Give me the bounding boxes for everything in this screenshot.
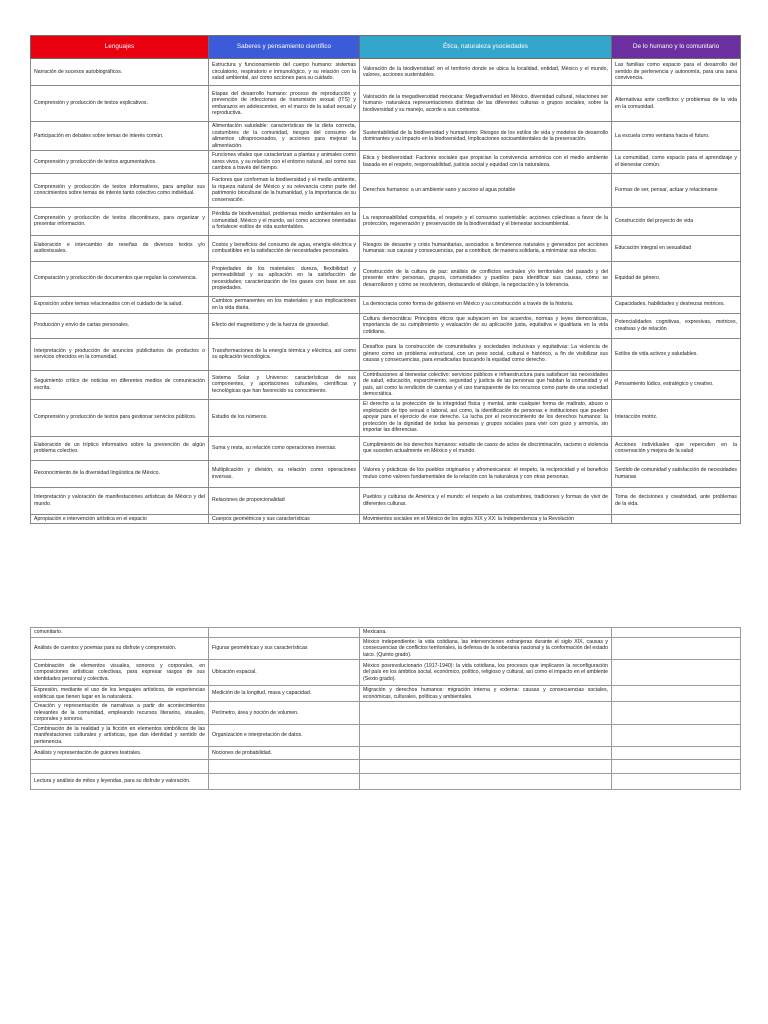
cell-etica: Mexicana. bbox=[360, 628, 612, 638]
cell-humano: La escuela como ventana hacia el futuro. bbox=[612, 122, 741, 151]
cell-saberes: Efecto del magnetismo y de la fuerza de gravedad. bbox=[209, 313, 360, 338]
table-row bbox=[31, 296, 741, 313]
table-row bbox=[31, 724, 741, 747]
table-row bbox=[31, 59, 741, 86]
cell-saberes: Suma y resta, su relación como operaciones inversas. bbox=[209, 436, 360, 460]
cell-etica: Riesgos de desastre y crisis humanitarias, asociados a fenómenos naturales y generados por acciones humanas: sus causas y consecuencias, par a contribuir, de manera solidaria, a minimizar sus efectos. bbox=[360, 235, 612, 261]
cell-lenguajes: Creación y representación de narrativas a partir de acontecimientos relevantes de la comunidad, empleando recursos literarios, visuales, corporales y sonoros. bbox=[31, 702, 209, 725]
cell-lenguajes: Análisis y representación de guiones teatrales. bbox=[31, 747, 209, 760]
cell-lenguajes: Combinación de elementos visuales, sonoros y corporales, en composiciones artísticas colectivas, para expresar rasgos de sus identidades personal y colectiva. bbox=[31, 660, 209, 686]
cell-lenguajes bbox=[31, 760, 209, 774]
cell-etica bbox=[360, 760, 612, 774]
cell-humano: Educación integral en sexualidad bbox=[612, 235, 741, 261]
cell-humano bbox=[612, 628, 741, 638]
cell-saberes: Factores que conforman la biodiversidad y el medio ambiente, la riqueza natural de México y su relevancia como parte del patrimonio biocultural de la humanidad, y la importancia de su conservación. bbox=[209, 173, 360, 207]
header-humano: De lo humano y lo comunitario bbox=[612, 36, 741, 59]
cell-saberes: Medición de la longitud, masa y capacidad. bbox=[209, 686, 360, 702]
cell-saberes bbox=[209, 774, 360, 790]
table-row bbox=[31, 370, 741, 399]
table-body-bottom bbox=[31, 628, 741, 790]
cell-etica: Desafíos para la construcción de comunidades y sociedades inclusivas y equitativas: La violencia de género como un problema estructural, con un peso social, cultural e histórico, a fin de visibilizar sus causas y consecuencias, para erradicarlas buscando la equidad como derecho. bbox=[360, 338, 612, 370]
cell-saberes: Costos y beneficios del consumo de agua, energía eléctrica y combustibles en la satisfacción de necesidades personales. bbox=[209, 235, 360, 261]
curriculum-table-bottom bbox=[30, 627, 741, 790]
cell-lenguajes: Comparación y producción de documentos que regulan la convivencia. bbox=[31, 261, 209, 296]
cell-etica: Cumplimiento de los derechos humanos: estudio de casos de actos de discriminación, racismo o violencia que suceden actualmente en México y el mundo. bbox=[360, 436, 612, 460]
cell-saberes: Propiedades de los materiales: dureza, flexibilidad y permeabilidad y su aplicación en la satisfacción de necesidades; caracterización de los gases con base en sus propiedades. bbox=[209, 261, 360, 296]
cell-saberes: Cambios permanentes en los materiales y sus implicaciones en la vida diaria. bbox=[209, 296, 360, 313]
table-row bbox=[31, 774, 741, 790]
cell-saberes: Figuras geométricas y sus características bbox=[209, 637, 360, 660]
cell-etica: Derechos humanos: a un ambiente sano y acceso al agua potable bbox=[360, 173, 612, 207]
cell-lenguajes: Análisis de cuentos y poemas para su disfrute y comprensión. bbox=[31, 637, 209, 660]
cell-saberes bbox=[209, 760, 360, 774]
cell-lenguajes: Apropiación e intervención artística en el espacio bbox=[31, 514, 209, 524]
cell-saberes: Alimentación saludable: características de la dieta correcta, costumbres de la comunidad, riesgos del consumo de alimentos ultraprocesados, y acciones para mejorar la alimentación. bbox=[209, 122, 360, 151]
cell-etica: El derecho a la protección de la integridad física y mental, ante cualquier forma de maltrato, abuso o explotación de tipo sexual o laboral, así como, la identificación de personas e instituciones que pueden apoyar para el ejercicio de ese derecho. La lucha por el reconocimiento de los derechos humanos: la protección de la dignidad de todas las personas y grupos sociales para vivir con gozo y armonía, sin importar las diferencias. bbox=[360, 399, 612, 436]
table-row bbox=[31, 637, 741, 660]
cell-etica: Valoración de la biodiversidad: en el territorio donde se ubica la localidad, entidad, México y el mundo, valores, acciones sustentables. bbox=[360, 59, 612, 86]
cell-saberes: Perímetro, área y noción de volumen. bbox=[209, 702, 360, 725]
table-row bbox=[31, 747, 741, 760]
cell-saberes: Relaciones de proporcionalidad bbox=[209, 487, 360, 514]
cell-etica: México posrevolucionario (1917-1940): la vida cotidiana, los procesos que implicaron la reconfiguración del país en los ámbitos social, económico, político, religioso y cultural, así como el impacto en el ambiente (Sexto grado). bbox=[360, 660, 612, 686]
cell-lenguajes: Seguimiento crítico de noticias en diferentes medios de comunicación escrita. bbox=[31, 370, 209, 399]
cell-etica: La democracia como forma de gobierno en México y su construcción a través de la historia. bbox=[360, 296, 612, 313]
cell-saberes: Nociones de probabilidad. bbox=[209, 747, 360, 760]
cell-etica: La responsabilidad compartida, el respeto y el consumo sustentable: acciones colectivas a favor de la protección, regeneración y preservación de la biodiversidad y el bienestar socioambiental. bbox=[360, 207, 612, 235]
cell-humano bbox=[612, 686, 741, 702]
cell-saberes: Funciones vitales que caracterizan a plantas y animales como seres vivos, y su relación con el entorno natural, así como sus cambios a través del tiempo. bbox=[209, 151, 360, 174]
cell-etica: Migración y derechos humanos: migración interna y externa: causas y consecuencias sociales, económicas, culturales, políticas y ambientales. bbox=[360, 686, 612, 702]
cell-lenguajes: Producción y envío de cartas personales. bbox=[31, 313, 209, 338]
cell-saberes: Cuerpos geométricos y sus características bbox=[209, 514, 360, 524]
cell-etica: Construcción de la cultura de paz: análisis de conflictos vecinales y/o territoriales del pasado y del presente entre personas, grupos, comunidades y pueblos para identificar sus causas, cómo se desarrollaron y cómo se resolvieron, destacando el diálogo, la negociación y la tolerancia. bbox=[360, 261, 612, 296]
cell-humano: Construcción del proyecto de vida bbox=[612, 207, 741, 235]
cell-lenguajes: comunitario. bbox=[31, 628, 209, 638]
table-row bbox=[31, 628, 741, 638]
cell-humano bbox=[612, 760, 741, 774]
cell-etica: Cultura democrática: Principios éticos que subyacen en los acuerdos, normas y leyes democráticas, importancia de su cumplimiento y evaluación de su aplicación justa, equitativa e igualitaria en la vida cotidiana. bbox=[360, 313, 612, 338]
table-row bbox=[31, 235, 741, 261]
cell-saberes: Etapas del desarrollo humano: proceso de reproducción y prevención de infecciones de transmisión sexual (ITS) y embarazos en adolescentes, en el marco de la salud sexual y reproductiva. bbox=[209, 86, 360, 122]
cell-humano: Potencialidades cognitivas, expresivas, motrices, creativas y de relación bbox=[612, 313, 741, 338]
table-row bbox=[31, 436, 741, 460]
cell-humano: Capacidades, habilidades y destrezas motrices. bbox=[612, 296, 741, 313]
cell-etica: México independiente: la vida cotidiana, las intervenciones extranjeras durante el siglo XIX, causas y consecuencias de conflictos territoriales, la defensa de la soberanía nacional y la conformación del estado laico. (Quinto grado). bbox=[360, 637, 612, 660]
cell-lenguajes: Interpretación y valoración de manifestaciones artísticas de México y del mundo. bbox=[31, 487, 209, 514]
cell-humano: Sentido de comunidad y satisfacción de necesidades humanas bbox=[612, 460, 741, 487]
cell-humano: Alternativas ante conflictos y problemas de la vida en la comunidad. bbox=[612, 86, 741, 122]
cell-lenguajes: Comprensión y producción de textos explicativos. bbox=[31, 86, 209, 122]
cell-lenguajes: Comprensión y producción de textos informativos, para ampliar sus conocimientos sobre temas de interés tanto colectivo como individual. bbox=[31, 173, 209, 207]
cell-humano: Equidad de género. bbox=[612, 261, 741, 296]
cell-lenguajes: Expresión, mediante el uso de los lenguajes artísticos, de experiencias estéticas que tienen lugar en la naturaleza. bbox=[31, 686, 209, 702]
cell-lenguajes: Reconocimiento de la diversidad lingüística de México. bbox=[31, 460, 209, 487]
cell-etica bbox=[360, 747, 612, 760]
cell-humano: Toma de decisiones y creatividad, ante problemas de la vida. bbox=[612, 487, 741, 514]
cell-humano: Formas de ser, pensar, actuar y relacionarse bbox=[612, 173, 741, 207]
cell-lenguajes: Lectura y análisis de mitos y leyendas, para su disfrute y valoración. bbox=[31, 774, 209, 790]
cell-etica: Valoración de la megadiversidad mexicana: Megadiversidad en México, diversidad cultural, relaciones ser humano- naturaleza representaciones distintas de las diferentes culturas o grupos sociales, sobre la biodiversidad y su manejo, acorde a sus contextos. bbox=[360, 86, 612, 122]
table-row bbox=[31, 86, 741, 122]
table-body-top bbox=[31, 59, 741, 524]
cell-etica: Contribuciones al bienestar colectivo: servicios públicos e infraestructura para satisfacer las necesidades de salud, educación, esparcimiento, seguridad y justicia de las personas que habitan la comunidad y el país, así como la rendición de cuentas y el uso transparente de los recursos como parte de una sociedad democrática. bbox=[360, 370, 612, 399]
cell-humano: Acciones individuales que repercuten en la conservación y mejora de la salud bbox=[612, 436, 741, 460]
cell-humano: Pensamiento lúdico, estratégico y creativo. bbox=[612, 370, 741, 399]
cell-etica bbox=[360, 774, 612, 790]
cell-etica: Pueblos y culturas de América y el mundo: el respeto a las costumbres, tradiciones y formas de vivir de diferentes culturas. bbox=[360, 487, 612, 514]
cell-lenguajes: Interpretación y producción de anuncios publicitarios de productos o servicios ofrecidos en la comunidad. bbox=[31, 338, 209, 370]
cell-saberes: Sistema Solar y Universo: características de sus componentes, y aportaciones culturales, científicas y tecnológicas que han favorecido su conocimiento. bbox=[209, 370, 360, 399]
cell-saberes: Organización e interpretación de datos. bbox=[209, 724, 360, 747]
cell-etica: Sustentabilidad de la biodiversidad y humanismo: Riesgos de los estilos de vida y modelos de desarrollo dominantes y su impacto en la biodiversidad, Implicaciones socioambientales de la preservación. bbox=[360, 122, 612, 151]
curriculum-table-top bbox=[30, 35, 741, 524]
cell-humano bbox=[612, 774, 741, 790]
cell-etica bbox=[360, 702, 612, 725]
cell-etica bbox=[360, 724, 612, 747]
table-row bbox=[31, 686, 741, 702]
cell-humano bbox=[612, 747, 741, 760]
header-lenguajes: Lenguajes bbox=[31, 36, 209, 59]
cell-saberes: Estructura y funcionamiento del cuerpo humano: sistemas circulatorio, respiratorio e inmunológico, y su relación con la salud ambiental, así como acciones para su cuidado. bbox=[209, 59, 360, 86]
cell-humano: Las familias como espacio para el desarrollo del sentido de pertenencia y autonomía, para una sana convivencia. bbox=[612, 59, 741, 86]
cell-lenguajes: Combinación de la realidad y la ficción en elementos simbólicos de las manifestaciones culturales y artísticas, que dan identidad y sentido de pertenencia. bbox=[31, 724, 209, 747]
cell-humano bbox=[612, 514, 741, 524]
table-row bbox=[31, 261, 741, 296]
table-row bbox=[31, 151, 741, 174]
cell-etica: Movimientos sociales en el México de los siglos XIX y XX: la Independencia y la Revolución bbox=[360, 514, 612, 524]
cell-lenguajes: Comprensión y producción de textos para gestionar servicios públicos. bbox=[31, 399, 209, 436]
cell-humano bbox=[612, 637, 741, 660]
cell-lenguajes: Elaboración e intercambio de reseñas de diversos textos y/o audiovisuales. bbox=[31, 235, 209, 261]
table-row bbox=[31, 660, 741, 686]
cell-humano: La comunidad, como espacio para el aprendizaje y el bienestar común. bbox=[612, 151, 741, 174]
cell-lenguajes: Exposición sobre temas relacionados con el cuidado de la salud. bbox=[31, 296, 209, 313]
table-row bbox=[31, 399, 741, 436]
cell-humano bbox=[612, 660, 741, 686]
cell-lenguajes: Comprensión y producción de textos discontinuos, para organizar y presentar información. bbox=[31, 207, 209, 235]
header-row bbox=[31, 36, 741, 59]
table-row bbox=[31, 702, 741, 725]
header-etica: Ética, naturaleza ysociedades bbox=[360, 36, 612, 59]
cell-humano: Interacción motriz. bbox=[612, 399, 741, 436]
cell-lenguajes: Elaboración de un tríptico informativo sobre la prevención de algún problema colectivo. bbox=[31, 436, 209, 460]
cell-saberes: Ubicación espacial. bbox=[209, 660, 360, 686]
cell-humano bbox=[612, 702, 741, 725]
cell-lenguajes: Participación en debates sobre temas de interés común. bbox=[31, 122, 209, 151]
header-saberes: Saberes y pensamiento científico bbox=[209, 36, 360, 59]
table-row bbox=[31, 207, 741, 235]
table-row bbox=[31, 514, 741, 524]
cell-lenguajes: Narración de sucesos autobiográficos. bbox=[31, 59, 209, 86]
cell-saberes bbox=[209, 628, 360, 638]
cell-lenguajes: Comprensión y producción de textos argumentativos. bbox=[31, 151, 209, 174]
table-row bbox=[31, 487, 741, 514]
cell-saberes: Estudio de los números. bbox=[209, 399, 360, 436]
table-row bbox=[31, 760, 741, 774]
cell-etica: Ética y biodiversidad: Factores sociales que propician la convivencia armónica con el medio ambiente basada en el respeto, responsabilidad, justicia social y equidad con la naturaleza. bbox=[360, 151, 612, 174]
cell-saberes: Pérdida de biodiversidad, problemas medio ambientales en la comunidad, México y el mundo, así como acciones orientadas a fortalecer estilos de vida sustentables. bbox=[209, 207, 360, 235]
table-row bbox=[31, 173, 741, 207]
cell-saberes: Transformaciones de la energía térmica y eléctrica, así como su aplicación tecnológica. bbox=[209, 338, 360, 370]
table-row bbox=[31, 338, 741, 370]
cell-saberes: Multiplicación y división, su relación como operaciones inversas. bbox=[209, 460, 360, 487]
table-row bbox=[31, 460, 741, 487]
cell-humano: Estilos de vida activos y saludables. bbox=[612, 338, 741, 370]
table-row bbox=[31, 122, 741, 151]
table-row bbox=[31, 313, 741, 338]
cell-humano bbox=[612, 724, 741, 747]
cell-etica: Valores y prácticas de los pueblos originarios y afromexicanos: el respeto, la reciprocidad y el beneficio mutuo como valores fundamentales de la relación con la naturaleza y con otras personas. bbox=[360, 460, 612, 487]
